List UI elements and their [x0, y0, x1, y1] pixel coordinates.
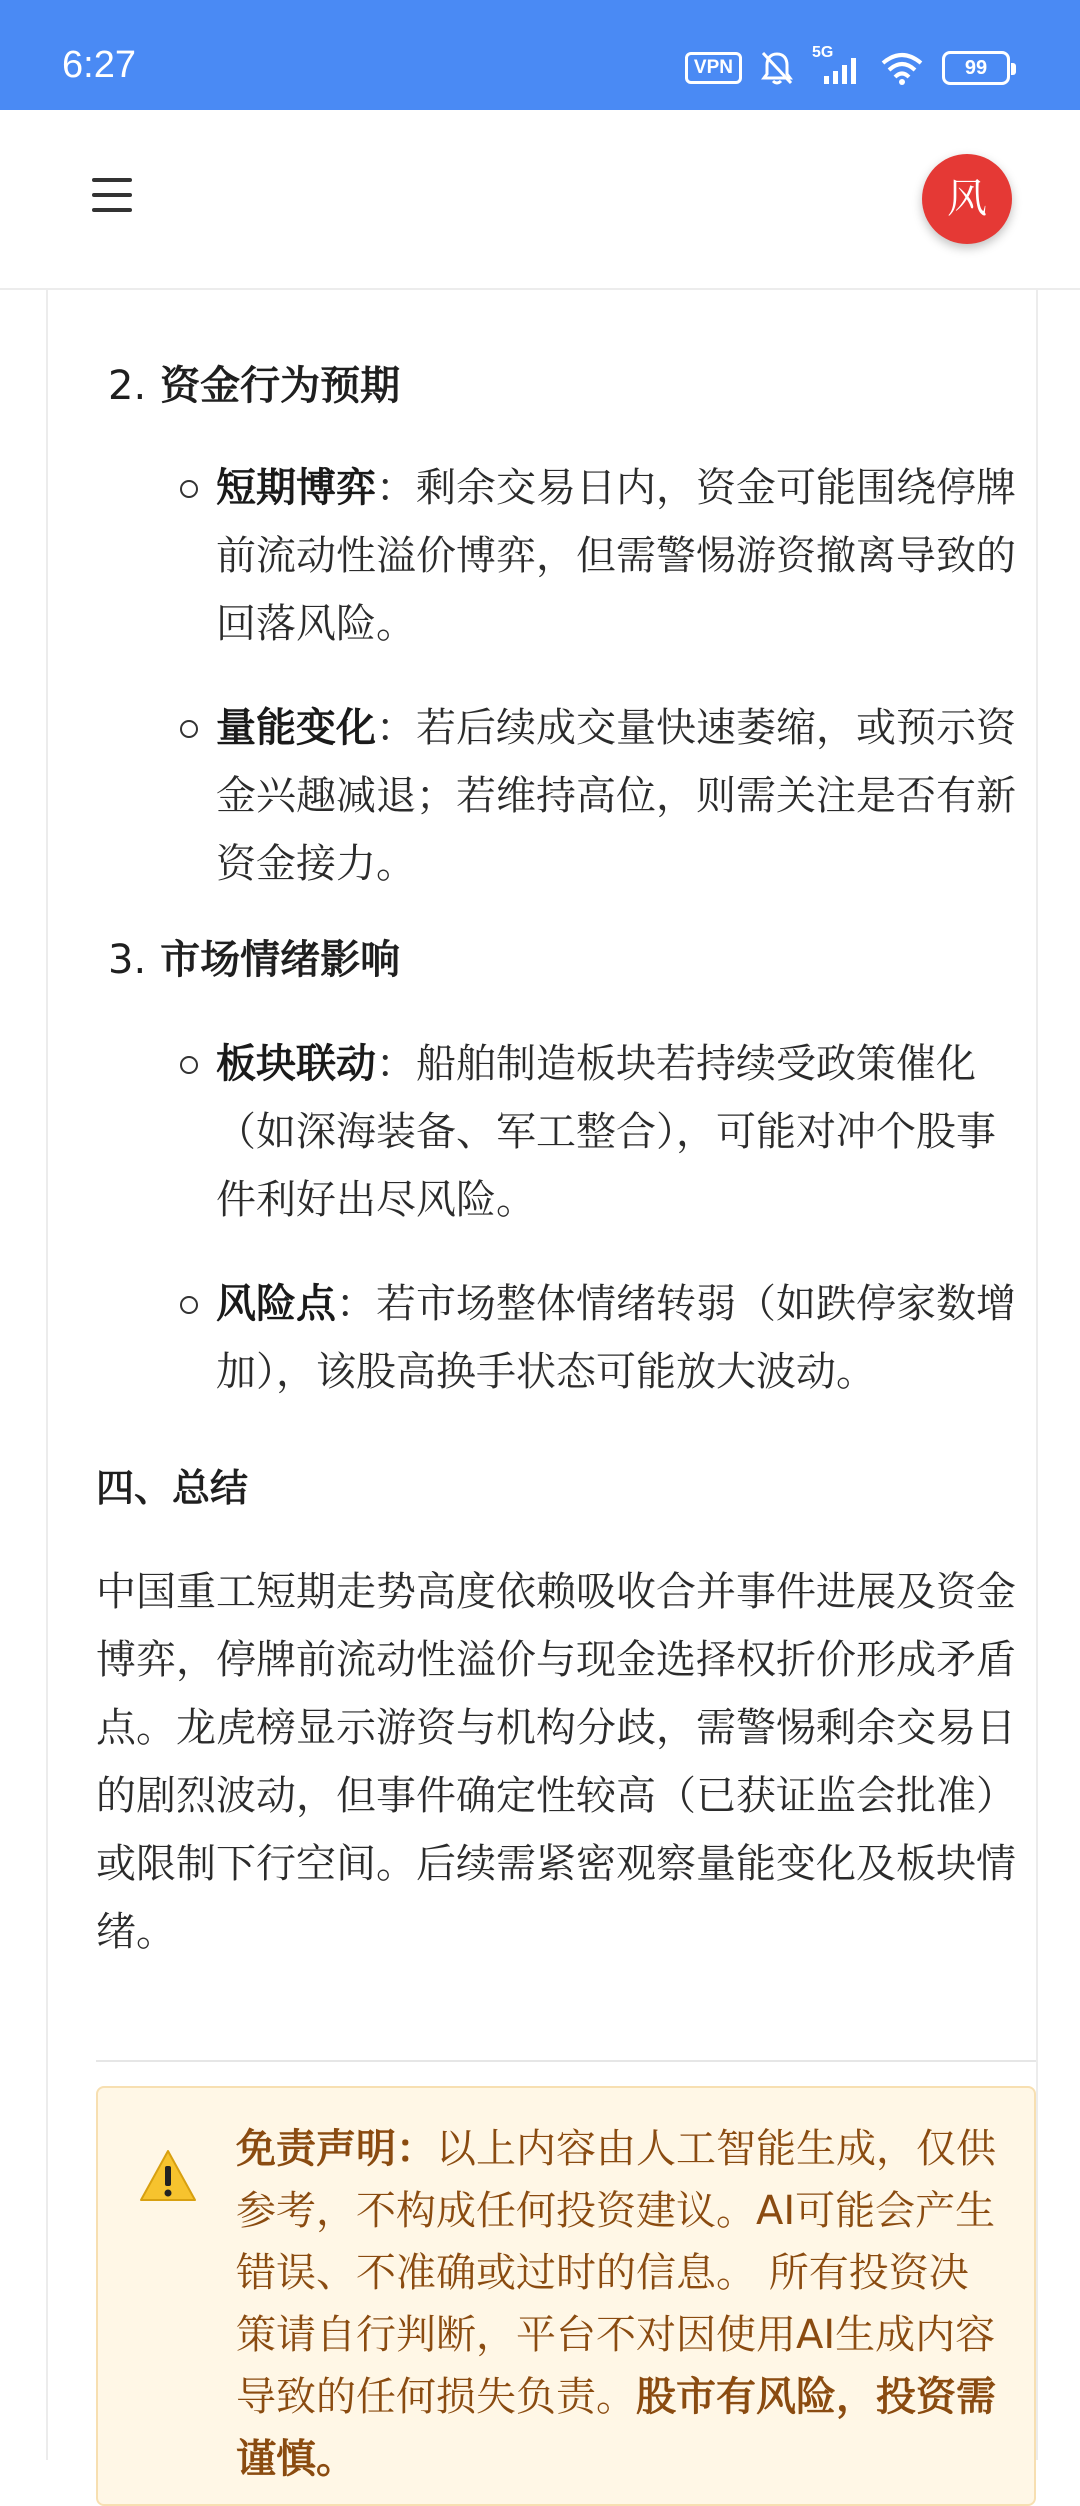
ai-answer-card [46, 200, 1038, 2482]
bullet-marker [180, 720, 198, 738]
disclaimer-box [96, 2086, 1036, 2506]
vpn-icon: VPN [685, 52, 742, 84]
avatar[interactable]: 风 [922, 154, 1012, 244]
status-icons [685, 44, 1010, 88]
divider [96, 2060, 1036, 2062]
list-item: 板块联动：船舶制造板块若持续受政策催化（如深海装备、军工整合），可能对冲个股事件利好出尽风险。 [216, 1041, 996, 1223]
signal-icon [822, 56, 862, 86]
disclaimer-text: 免责声明：以上内容由人工智能生成，仅供参考，不构成任何投资建议。AI可能会产生错误、不准确或过时的信息。 所有投资决策请自行判断，平台不对因使用AI生成内容导致的任何损失负责。股市有风险，投资需谨慎。 [236, 2126, 996, 2482]
hamburger-menu-icon[interactable] [92, 178, 132, 216]
network-type: 5G [812, 50, 862, 86]
status-time: 6:27 [62, 44, 136, 86]
bell-muted-icon [760, 50, 794, 86]
list-item: 风险点：若市场整体情绪转弱（如跌停家数增加），该股高换手状态可能放大波动。 [216, 1281, 1016, 1395]
battery-icon: 99 [942, 51, 1010, 85]
warning-icon [138, 2148, 198, 2204]
status-bar [0, 0, 1080, 110]
list-item: 短期博弈：剩余交易日内，资金可能围绕停牌前流动性溢价博弈，但需警惕游资撤离导致的回落风险。 [216, 465, 1016, 647]
bullet-marker [180, 1296, 198, 1314]
summary-paragraph: 中国重工短期走势高度依赖吸收合并事件进展及资金博弈，停牌前流动性溢价与现金选择权折价形成矛盾点。龙虎榜显示游资与机构分歧，需警惕剩余交易日的剧烈波动，但事件确定性较高（已获证监会批准）或限制下行空间。后续需紧密观察量能变化及板块情绪。 [96, 1569, 1016, 1955]
app-header [0, 110, 1080, 290]
section-heading: 2. 资金行为预期 [108, 363, 401, 409]
wifi-icon [880, 51, 924, 85]
section-heading: 3. 市场情绪影响 [108, 937, 401, 983]
bullet-marker [180, 1056, 198, 1074]
summary-title: 四、总结 [96, 1466, 249, 1510]
list-item: 量能变化：若后续成交量快速萎缩，或预示资金兴趣减退；若维持高位，则需关注是否有新资金接力。 [216, 705, 1016, 887]
bullet-marker [180, 480, 198, 498]
